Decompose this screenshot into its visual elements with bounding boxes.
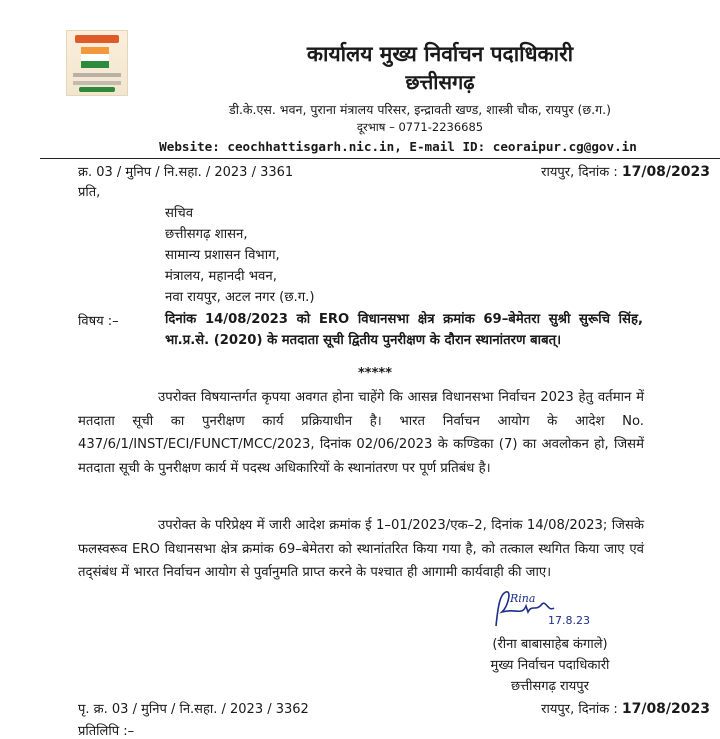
election-logo xyxy=(66,30,128,96)
date-value: 17/08/2023 xyxy=(621,164,710,180)
date-prefix: रायपुर, दिनांक : xyxy=(541,165,618,180)
website-email-line: Website: ceochhattisgarh.nic.in, E-mail ID: ceoraipur.cg@gov.in xyxy=(159,139,637,154)
endorsement-date xyxy=(541,699,710,717)
recipient-label: प्रति, xyxy=(78,185,101,200)
subject-label: विषय :– xyxy=(78,314,119,329)
endorsement-date-prefix: रायपुर, दिनांक : xyxy=(541,702,618,717)
letter-date xyxy=(541,162,710,180)
header-divider xyxy=(40,158,720,159)
signature-name: Rina xyxy=(510,592,536,605)
handwritten-signature xyxy=(476,586,616,630)
signature-date: 17.8.23 xyxy=(548,614,590,627)
letter-reference: क्र. 03 / मुनिप / नि.सहा. / 2023 / 3361 xyxy=(78,165,294,180)
addressee-line: सामान्य प्रशासन विभाग, xyxy=(165,248,280,263)
addressee-line: नवा रायपुर, अटल नगर (छ.ग.) xyxy=(165,290,315,305)
body-paragraph-2: उपरोक्त के परिप्रेक्ष्य में जारी आदेश क्रमांक ई 1–01/2023/एक–2, दिनांक 14/08/2023; जिसके फलस्वरूव ERO विधानसभा क्षेत्र क्रमांक 69–बेमेतरा को स्थानांतरित किया गया है, को तत्काल स्थगित किया जाए एवं तद्संबंध में भारत निर्वाचन आयोग से पुर्वानुमति प्राप्त करने के पश्चात ही आगामी कार्यवाही की जाए। xyxy=(78,518,644,580)
subject-text: दिनांक 14/08/2023 को ERO विधानसभा क्षेत्र क्रमांक 69–बेमेतरा सुश्री सुरूचि सिंह, भा.प्र.से. (2020) के मतदाता सूची द्वितीय पुनरीक्षण के दौरान स्थानांतरण बाबत्। xyxy=(165,312,643,348)
signatory-place: छत्तीसगढ़ रायपुर xyxy=(511,679,589,694)
office-phone: दूरभाष – 0771-2236685 xyxy=(356,120,484,134)
body-paragraph-1: उपरोक्त विषयान्तर्गत कृपया अवगत होना चाहेंगे कि आसन्न विधानसभा निर्वाचन 2023 हेतु वर्तमान में मतदाता सूची का पुनरीक्षण कार्य प्रक्रियाधीन है। भारत निर्वाचन आयोग के आदेश No. 437/6/1/INST/ECI/FUNCT/MCC/2023, दिनांक 02/06/2023 के कण्डिका (7) का अवलोकन हो, जिसमें मतदाता सूची के पुनरीक्षण कार्य में पदस्थ अधिकारियों के स्थानांतरण पर पूर्ण प्रतिबंध है। xyxy=(78,390,644,476)
signatory-designation: मुख्य निर्वाचन पदाधिकारी xyxy=(490,658,610,673)
signatory-name: (रीना बाबासाहेब कंगाले) xyxy=(492,637,608,652)
addressee-line: मंत्रालय, महानदी भवन, xyxy=(165,269,277,284)
addressee-line: सचिव xyxy=(165,206,194,221)
endorsement-reference: पृ. क्र. 03 / मुनिप / नि.सहा. / 2023 / 3362 xyxy=(78,702,309,717)
addressee-line: छत्तीसगढ़ शासन, xyxy=(165,227,248,242)
office-address: डी.के.एस. भवन, पुराना मंत्रालय परिसर, इन्द्रावती खण्ड, शास्त्री चौक, रायपुर (छ.ग.) xyxy=(229,102,611,117)
state-name: छत्तीसगढ़ xyxy=(405,70,475,94)
endorsement-date-value: 17/08/2023 xyxy=(621,701,710,717)
office-title: कार्यालय मुख्य निर्वाचन पदाधिकारी xyxy=(306,42,574,66)
separator-stars: ***** xyxy=(358,366,392,381)
copy-to-label: प्रतिलिपि :– xyxy=(78,724,135,739)
